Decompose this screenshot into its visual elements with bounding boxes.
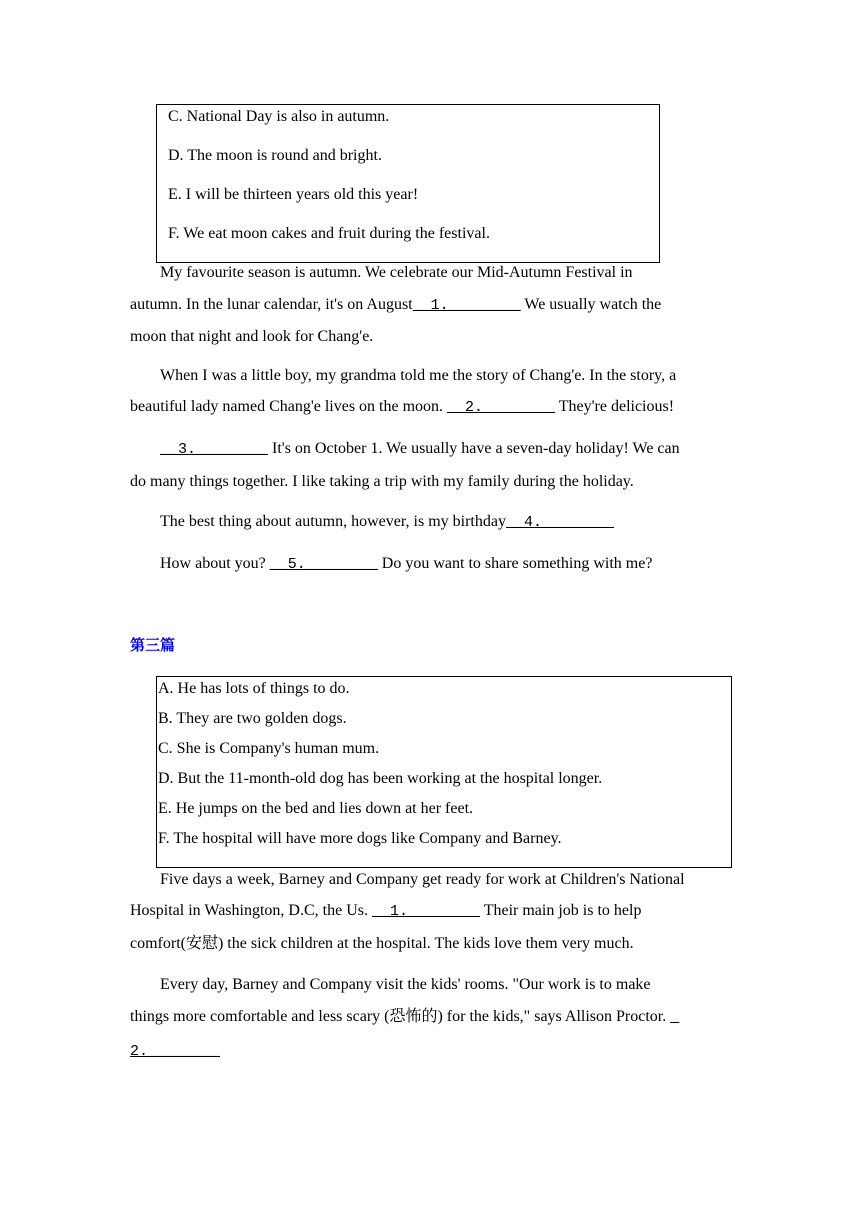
passage-line: Hospital in Washington, D.C, the Us. __1.________ Their main job is to help <box>130 900 641 923</box>
passage-line <box>130 1040 220 1063</box>
answer-blank[interactable]: __1.________ <box>412 297 521 314</box>
section-heading: 第三篇 <box>130 636 176 654</box>
passage-line: comfort(安慰) the sick children at the hospital. The kids love them very much. <box>130 935 634 952</box>
passage-line: Five days a week, Barney and Company get ready for work at Children's National <box>160 871 685 888</box>
passage-line: My favourite season is autumn. We celebrate our Mid-Autumn Festival in <box>160 264 633 281</box>
passage-line: things more comfortable and less scary (恐怖的) for the kids," says Allison Proctor. _ <box>130 1006 679 1029</box>
passage-line: When I was a little boy, my grandma told me the story of Chang'e. In the story, a <box>160 367 677 384</box>
passage-line: How about you? __5.________ Do you want to share something with me? <box>160 553 652 576</box>
option-item: B. They are two golden dogs. <box>158 710 347 727</box>
answer-blank[interactable]: _ <box>670 1009 680 1026</box>
answer-blank[interactable]: __5.________ <box>269 556 378 573</box>
passage-line: moon that night and look for Chang'e. <box>130 328 374 345</box>
answer-blank[interactable]: __3.________ <box>160 441 269 458</box>
option-item: F. We eat moon cakes and fruit during the festival. <box>168 225 490 242</box>
passage-line: beautiful lady named Chang'e lives on the moon. __2.________ They're delicious! <box>130 396 674 419</box>
option-item: E. I will be thirteen years old this year! <box>168 186 419 203</box>
option-item: A. He has lots of things to do. <box>158 680 350 697</box>
answer-blank[interactable]: __1.________ <box>371 903 480 920</box>
answer-blank[interactable]: __4.________ <box>505 514 614 531</box>
passage-line: autumn. In the lunar calendar, it's on August__1.________ We usually watch the <box>130 294 661 317</box>
option-item: D. But the 11-month-old dog has been working at the hospital longer. <box>158 770 603 787</box>
option-item: C. She is Company's human mum. <box>158 740 380 757</box>
option-item: C. National Day is also in autumn. <box>168 108 390 125</box>
answer-blank[interactable]: __2.________ <box>447 399 556 416</box>
passage-line: The best thing about autumn, however, is my birthday__4.________ <box>160 511 614 534</box>
passage-line: do many things together. I like taking a trip with my family during the holiday. <box>130 473 634 490</box>
option-item: E. He jumps on the bed and lies down at her feet. <box>158 800 474 817</box>
passage-line: __3.________ It's on October 1. We usually have a seven-day holiday! We can <box>160 438 680 461</box>
answer-blank[interactable]: 2.________ <box>130 1043 221 1060</box>
option-item: D. The moon is round and bright. <box>168 147 382 164</box>
passage-line: Every day, Barney and Company visit the kids' rooms. "Our work is to make <box>160 976 651 993</box>
option-item: F. The hospital will have more dogs like Company and Barney. <box>158 830 562 847</box>
